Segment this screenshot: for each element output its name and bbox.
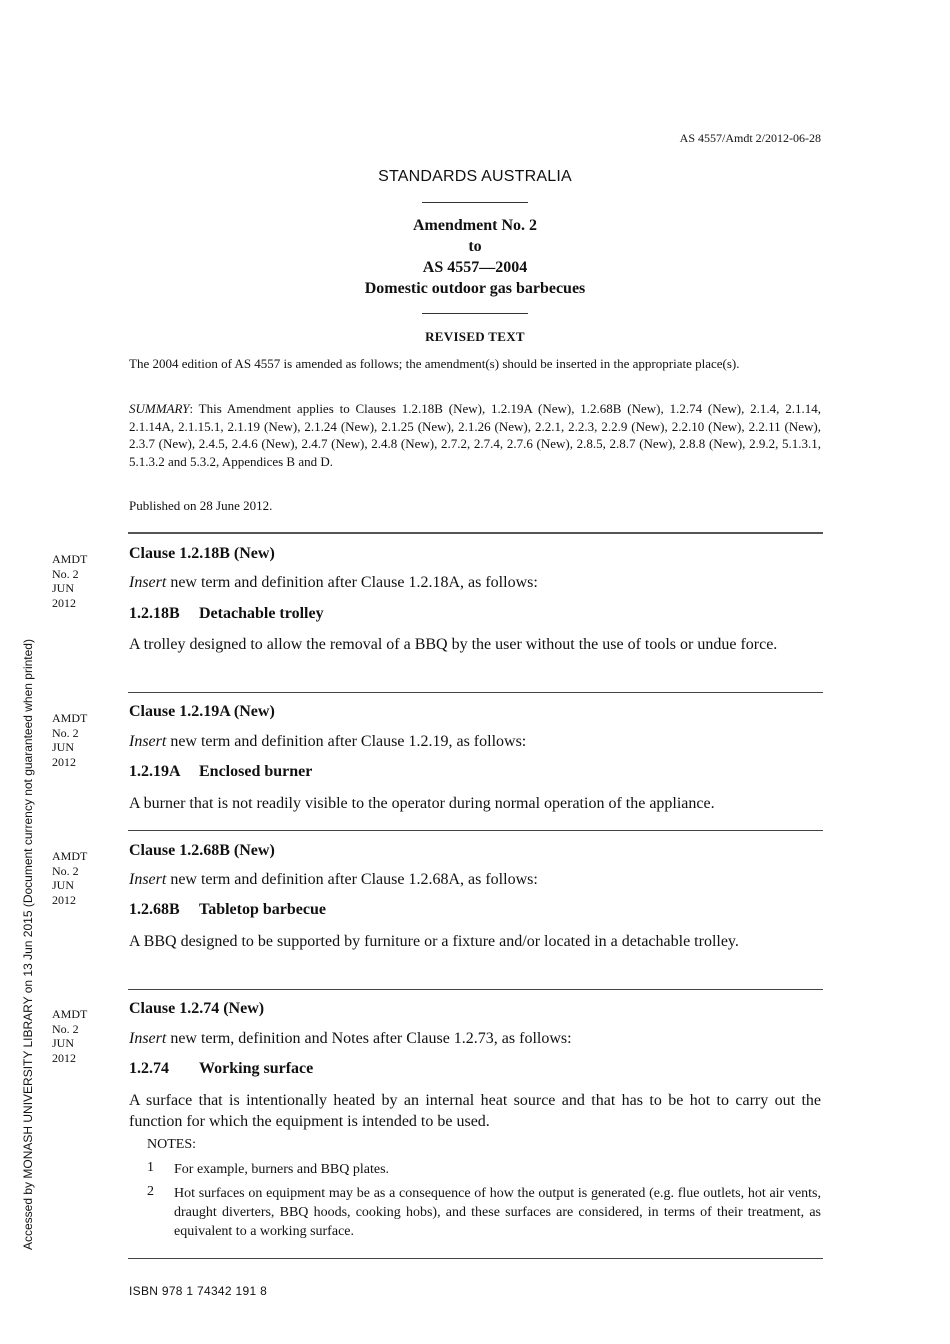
note-number: 2 bbox=[147, 1184, 154, 1199]
amdt-line: 2012 bbox=[52, 595, 76, 610]
standard-title: Domestic outdoor gas barbecues bbox=[364, 280, 586, 297]
amdt-line: AMDT bbox=[52, 849, 88, 863]
term-definition: A BBQ designed to be supported by furniture or a fixture and/or located in a detachable trolley. bbox=[129, 933, 739, 950]
amendment-margin-note bbox=[52, 849, 112, 907]
amendment-title: Amendment No. 2 bbox=[413, 217, 537, 234]
term-heading bbox=[129, 1060, 313, 1078]
amendment-title-to: to bbox=[468, 238, 482, 255]
term-definition: A trolley designed to allow the removal of a BBQ by the user without the use of tools or undue force. bbox=[129, 636, 778, 653]
insert-rest: new term and definition after Clause 1.2.18A, as follows: bbox=[166, 574, 538, 591]
amdt-line: 2012 bbox=[52, 892, 76, 907]
insert-instruction bbox=[129, 871, 538, 889]
summary-label: SUMMARY bbox=[129, 401, 190, 416]
clause-heading: Clause 1.2.74 (New) bbox=[129, 1000, 265, 1017]
term-definition: A burner that is not readily visible to the operator during normal operation of the appliance. bbox=[129, 795, 715, 812]
revised-text-heading: REVISED TEXT bbox=[425, 329, 525, 344]
insert-rest: new term, definition and Notes after Clause 1.2.73, as follows: bbox=[166, 1030, 572, 1047]
insert-word: Insert bbox=[129, 574, 167, 591]
term-number: 1.2.74 bbox=[129, 1060, 169, 1077]
section-divider bbox=[128, 989, 823, 990]
amdt-line: JUN bbox=[52, 878, 75, 892]
term-heading bbox=[129, 901, 326, 919]
amendment-margin-note bbox=[52, 552, 112, 610]
insert-rest: new term and definition after Clause 1.2.68A, as follows: bbox=[166, 871, 538, 888]
clause-heading: Clause 1.2.19A (New) bbox=[129, 703, 275, 720]
standard-number: AS 4557—2004 bbox=[422, 259, 528, 276]
title-divider-bottom bbox=[422, 313, 528, 314]
amdt-line: No. 2 bbox=[52, 725, 79, 740]
amdt-line: AMDT bbox=[52, 552, 88, 566]
term-name: Working surface bbox=[199, 1060, 314, 1077]
clause-heading: Clause 1.2.68B (New) bbox=[129, 842, 275, 859]
access-watermark: Accessed by MONASH UNIVERSITY LIBRARY on 13 Jun 2015 (Document currency not guaranteed when printed) bbox=[21, 639, 35, 1250]
amdt-line: 2012 bbox=[52, 1050, 76, 1065]
term-number: 1.2.68B bbox=[129, 901, 180, 918]
note-text: Hot surfaces on equipment may be as a consequence of how the output is generated (e.g. flue outlets, hot air vents, draught diverters, BBQ hoods, cooking hobs), and these surfaces are considered, in terms of their treatment, as equivalent to a working surface. bbox=[174, 1186, 821, 1239]
section-divider bbox=[128, 532, 823, 534]
section-divider bbox=[128, 830, 823, 831]
amdt-line: No. 2 bbox=[52, 863, 79, 878]
section-divider bbox=[128, 1258, 823, 1259]
amendment-intro: The 2004 edition of AS 4557 is amended as follows; the amendment(s) should be inserted in the appropriate place(s). bbox=[129, 356, 740, 371]
amdt-line: 2012 bbox=[52, 754, 76, 769]
amdt-line: JUN bbox=[52, 581, 75, 595]
term-number: 1.2.18B bbox=[129, 605, 180, 622]
amdt-line: AMDT bbox=[52, 1007, 88, 1021]
insert-word: Insert bbox=[129, 871, 167, 888]
term-heading bbox=[129, 763, 312, 781]
note-number: 1 bbox=[147, 1160, 154, 1175]
insert-instruction bbox=[129, 1030, 572, 1048]
term-name: Enclosed burner bbox=[199, 763, 313, 780]
notes-label: NOTES: bbox=[147, 1137, 196, 1152]
publication-date: Published on 28 June 2012. bbox=[129, 498, 273, 513]
document-reference: AS 4557/Amdt 2/2012-06-28 bbox=[679, 131, 821, 145]
term-heading bbox=[129, 605, 324, 623]
amendment-margin-note bbox=[52, 711, 112, 769]
term-definition: A surface that is intentionally heated by an internal heat source and that has to be hot to carry out the function for which the equipment is intended to be used. bbox=[129, 1092, 821, 1130]
amdt-line: AMDT bbox=[52, 711, 88, 725]
amdt-line: JUN bbox=[52, 1036, 75, 1050]
isbn: ISBN 978 1 74342 191 8 bbox=[129, 1284, 268, 1298]
amdt-line: No. 2 bbox=[52, 1021, 79, 1036]
insert-word: Insert bbox=[129, 733, 167, 750]
insert-rest: new term and definition after Clause 1.2.19, as follows: bbox=[166, 733, 527, 750]
insert-word: Insert bbox=[129, 1030, 167, 1047]
amdt-line: No. 2 bbox=[52, 566, 79, 581]
section-divider bbox=[128, 692, 823, 693]
organization-name: STANDARDS AUSTRALIA bbox=[378, 168, 572, 185]
title-divider-top bbox=[422, 202, 528, 203]
amdt-line: JUN bbox=[52, 740, 75, 754]
insert-instruction bbox=[129, 574, 538, 592]
term-name: Tabletop barbecue bbox=[199, 901, 326, 918]
term-number: 1.2.19A bbox=[129, 763, 181, 780]
term-name: Detachable trolley bbox=[199, 605, 324, 622]
amendment-margin-note bbox=[52, 1007, 112, 1065]
insert-instruction bbox=[129, 733, 526, 751]
note-text: For example, burners and BBQ plates. bbox=[174, 1162, 390, 1177]
amendment-summary bbox=[129, 400, 821, 470]
summary-text: : This Amendment applies to Clauses 1.2.18B (New), 1.2.19A (New), 1.2.68B (New), 1.2.74 (New), 2.1.4, 2.1.14, 2.1.14A, 2.1.15.1, 2.1.19 (New), 2.1.24 (New), 2.1.25 (New), 2.1.26 (New), 2.2.1, 2.2.3, 2.2.9 (New), 2.2.10 (New), 2.2.11 (New), 2.3.7 (New), 2.4.5, 2.4.6 (New), 2.4.7 (New), 2.4.8 (New), 2.7.2, 2.7.4, 2.7.6 (New), 2.8.5, 2.8.7 (New), 2.8.8 (New), 2.9.2, 5.1.3.1, 5.1.3.2 and 5.3.2, Appendices B and D. bbox=[129, 401, 821, 469]
clause-heading: Clause 1.2.18B (New) bbox=[129, 545, 275, 562]
